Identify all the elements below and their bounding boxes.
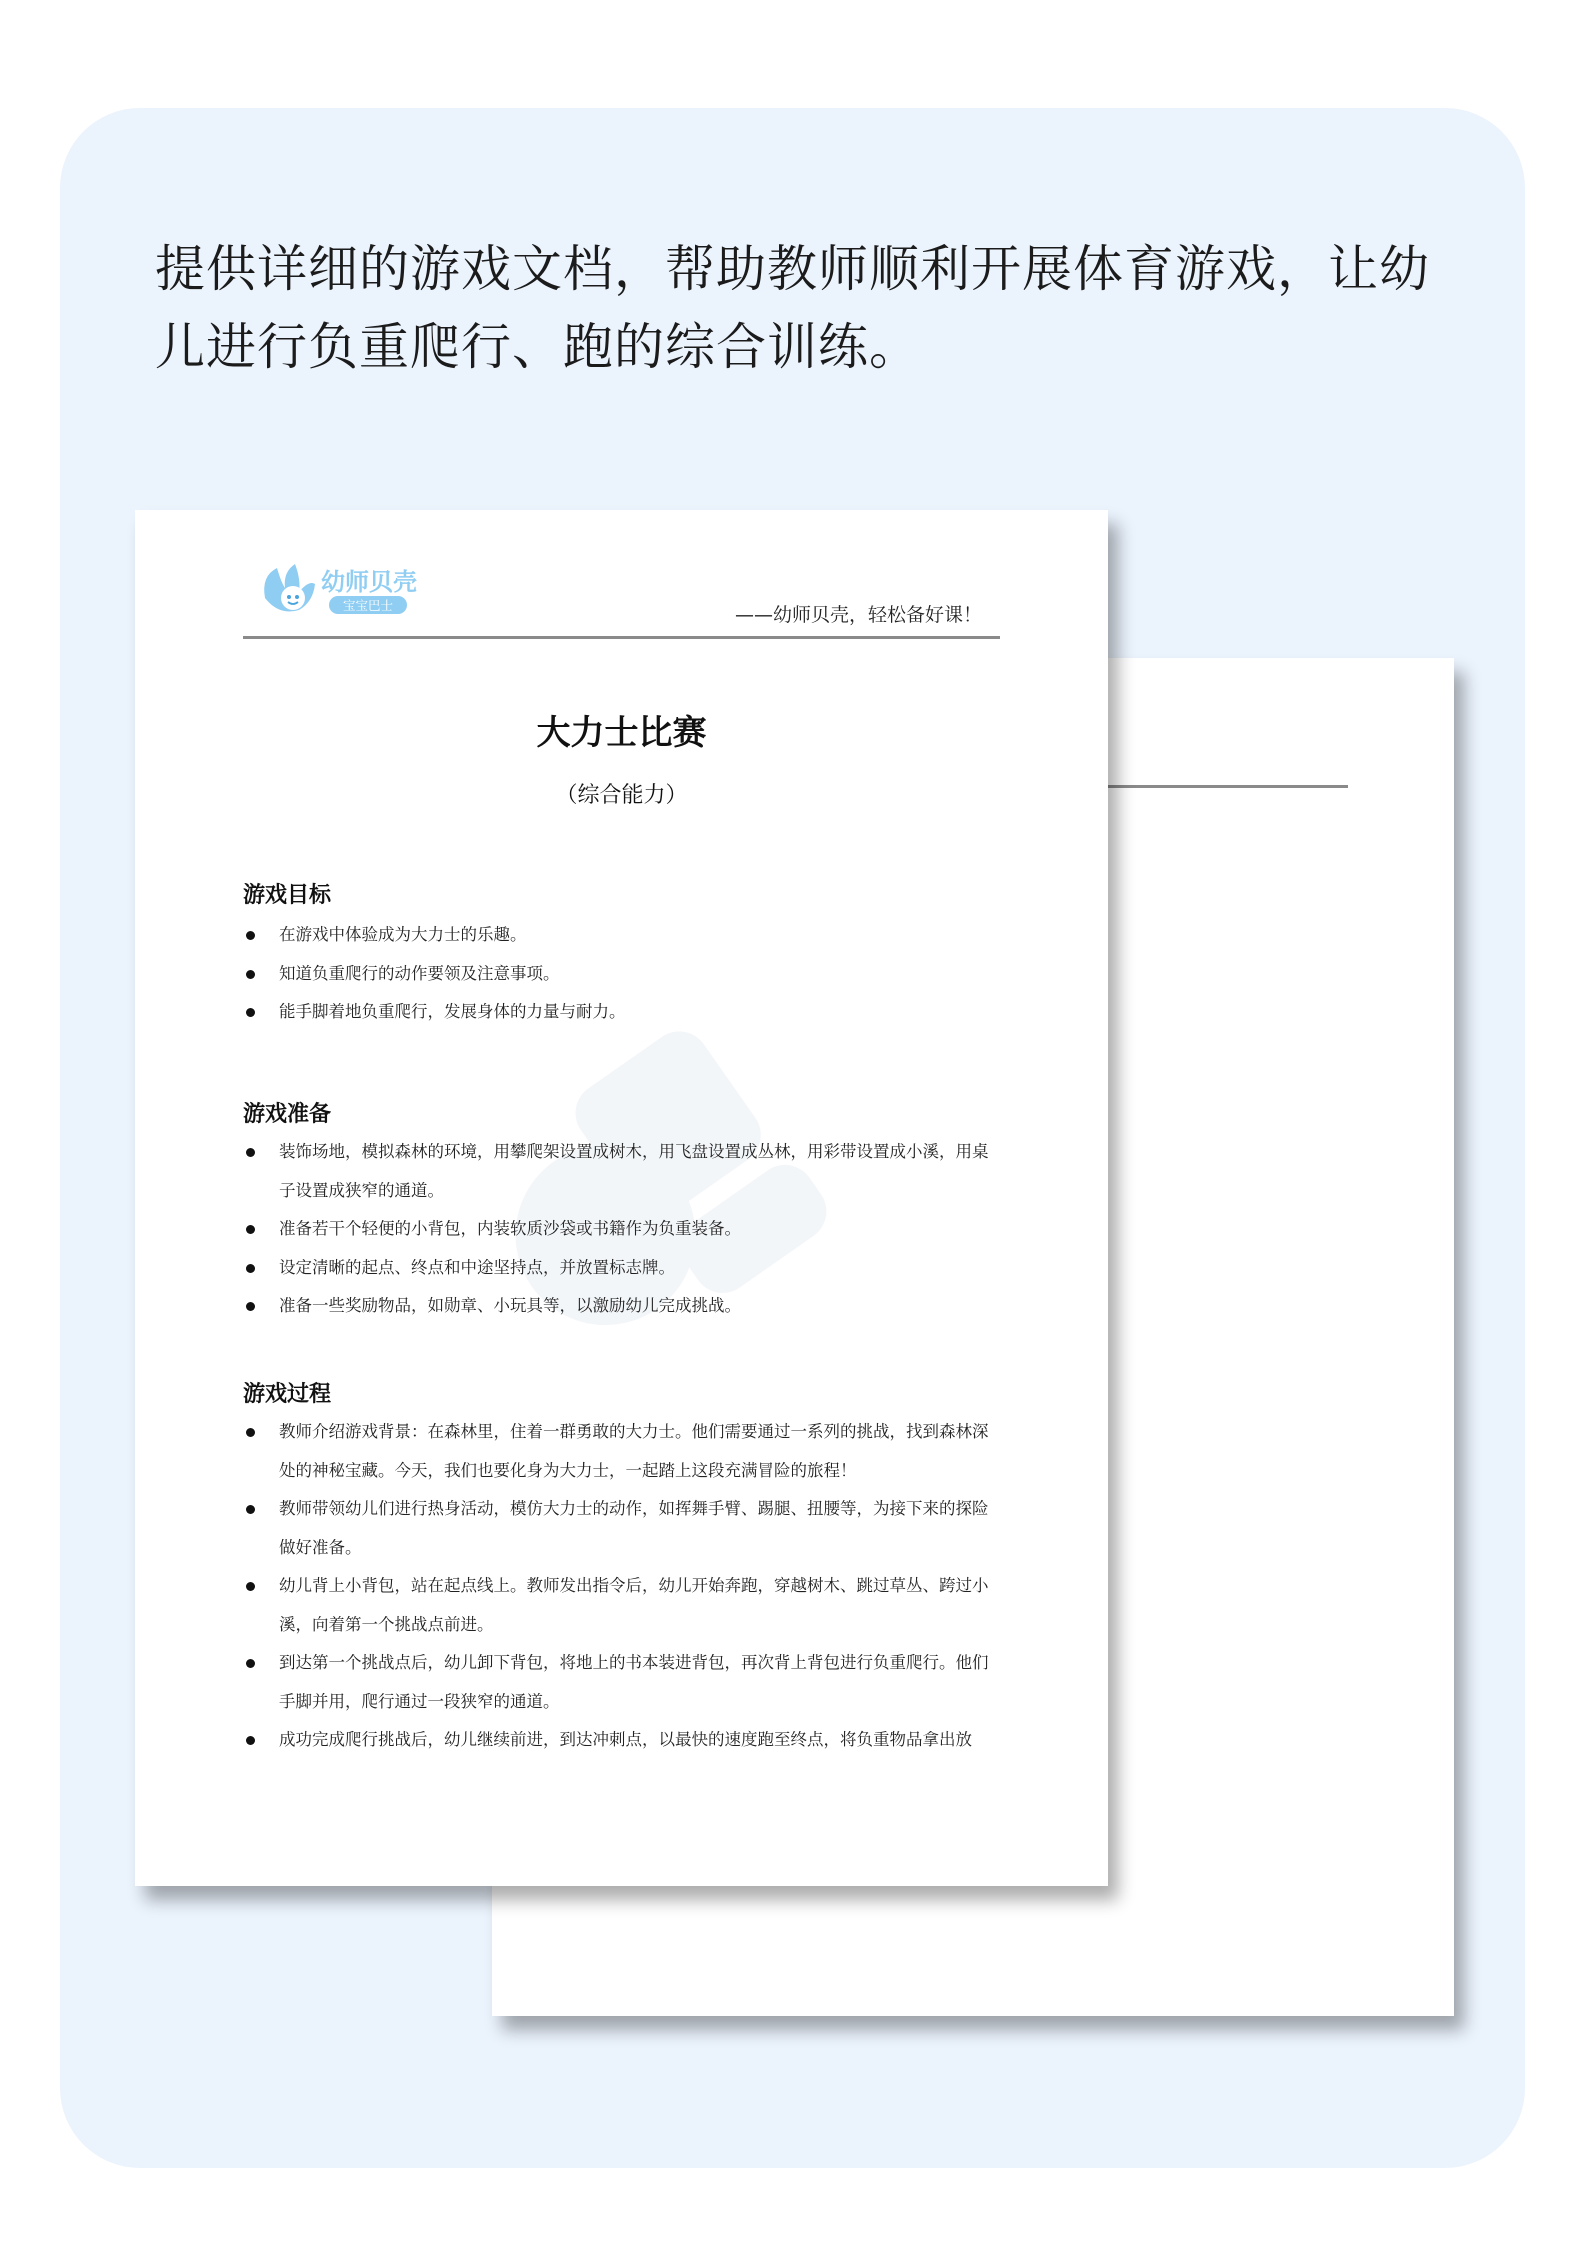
list-item: 成功完成爬行挑战后，幼儿继续前进，到达冲刺点，以最快的速度跑至终点，将负重物品拿出放 [243,1721,1003,1760]
list-item: 装饰场地，模拟森林的环境，用攀爬架设置成树木，用飞盘设置成丛林，用彩带设置成小溪，用桌子设置成狭窄的通道。 [243,1133,1003,1210]
front-document-page [135,510,1108,1886]
list-item: 教师介绍游戏背景：在森林里，住着一群勇敢的大力士。他们需要通过一系列的挑战，找到森林深处的神秘宝藏。今天，我们也要化身为大力士，一起踏上这段充满冒险的旅程！ [243,1413,1003,1490]
list-item: 准备一些奖励物品，如勋章、小玩具等，以激励幼儿完成挑战。 [243,1287,1003,1326]
section-heading-goals: 游戏目标 [243,883,332,908]
section-list-goals [243,916,1003,1032]
document-title: 大力士比赛 [536,713,707,753]
list-item: 在游戏中体验成为大力士的乐趣。 [243,916,1003,955]
list-item: 设定清晰的起点、终点和中途坚持点，并放置标志牌。 [243,1249,1003,1288]
shell-logo-icon [264,564,315,612]
front-page-header-rule [243,636,1000,639]
logo-sub: 宝宝巴士 [342,598,394,613]
list-item: 知道负重爬行的动作要领及注意事项。 [243,955,1003,994]
section-heading-process: 游戏过程 [243,1382,332,1407]
document-subtitle: （综合能力） [555,783,688,808]
front-page-tagline: ——幼师贝壳，轻松备好课！ [735,604,983,626]
section-heading-preparation: 游戏准备 [243,1102,332,1127]
section-list-preparation [243,1133,1003,1326]
list-item: 幼儿背上小背包，站在起点线上。教师发出指令后，幼儿开始奔跑，穿越树木、跳过草丛、跨过小溪，向着第一个挑战点前进。 [243,1567,1003,1644]
list-item: 能手脚着地负重爬行，发展身体的力量与耐力。 [243,993,1003,1032]
list-item: 教师带领幼儿们进行热身活动，模仿大力士的动作，如挥舞手臂、踢腿、扭腰等，为接下来的探险做好准备。 [243,1490,1003,1567]
logo [257,558,437,620]
list-item: 准备若干个轻便的小背包，内装软质沙袋或书籍作为负重装备。 [243,1210,1003,1249]
section-list-process [243,1413,1003,1760]
logo-name: 幼师贝壳 [321,568,417,596]
headline: 提供详细的游戏文档，帮助教师顺利开展体育游戏，让幼儿进行负重爬行、跑的综合训练。 [155,240,1430,376]
list-item: 到达第一个挑战点后，幼儿卸下背包，将地上的书本装进背包，再次背上背包进行负重爬行。他们手脚并用，爬行通过一段狭窄的通道。 [243,1644,1003,1721]
